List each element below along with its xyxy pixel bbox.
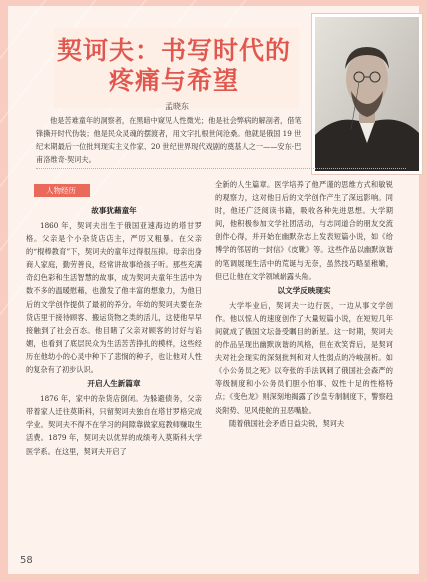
paragraph: 1876 年，家中的杂货店倒闭。为躲避债务，父亲带着家人迁往莫斯科，只留契诃夫独自在塔甘罗格完成学业。契诃夫不得不在学习的间隙靠做家庭教师赚取生活费。1879 年，契诃夫以优异的成绩考入莫斯科大学医学系。在这里，契诃夫开启了 — [26, 394, 202, 456]
intro-paragraph: 他是苦难童年的洞察者，在黑暗中窥见人性微光；他是社会弊病的解剖者，借笔锋撕开时代伪装；他是民众灵魂的摆渡者，用文字扎根世间沧桑。他就是俄国 19 世纪末期最后一位批判现实主义作家、20 世纪世界现代戏剧的奠基人之一——安东·巴甫洛维奇·契诃夫。 — [36, 116, 302, 164]
paragraph: 全新的人生篇章。医学培养了他严谨的思维方式和敏锐的观察力，这对他日后的文学创作产生了深远影响。同时，他还广泛阅读书籍，吸收各种先进思想。大学期间，他积极参加文学社团活动，与志同道合的朋友交流创作心得，并开始在幽默杂志上发表短篇小说，如《给博学的邻居的一封信》《皮靴》等。这些作品以幽默诙谐的笔调展现生活中的荒诞与无奈，虽然技巧略显稚嫩，但已让他在文学领域崭露头角。 — [215, 180, 393, 281]
section-heading: 故事犹藉童年 — [91, 206, 137, 215]
right-column — [215, 178, 393, 430]
divider — [36, 168, 406, 169]
left-column — [26, 203, 202, 458]
paragraph: 大学毕业后，契诃夫一边行医，一边从事文学创作。他以惊人的速度创作了大量短篇小说，在短短几年间就成了俄国文坛备受瞩目的新星。这一时期，契诃夫的作品呈现出幽默诙谐的风格，但在欢笑背后，是契诃夫对社会现实的深刻批判和对人性弱点的冷峻剖析。如《小公务员之死》以夸张的手法讽刺了俄国社会森严的等级制度和小公务员们胆小怕事、奴性十足的性格特点；《变色龙》则深刻地揭露了沙皇专制制度下，警察趋炎附势、见风使舵的丑恶嘴脸。 — [215, 300, 393, 415]
section-heading: 以文学反映现实 — [277, 285, 331, 295]
title-line-1: 契诃夫：书写时代的 — [56, 36, 291, 65]
section-heading: 开启人生新篇章 — [87, 379, 141, 389]
portrait-illustration — [315, 17, 419, 171]
paragraph: 1860 年，契诃夫出生于俄国亚速海边的塔甘罗格。父亲是个小杂货店店主，严厉又粗暴。在父亲的“棍棒教育”下，契诃夫的童年过得很压抑。母亲出身商人家庭，勤劳善良，经常讲故事给孩子听。那些充满奇幻色彩和生活智慧的故事，成为契诃夫童年生活中为数不多的温暖慰藉，也激发了他丰富的想象力，为他日后的文学创作提供了最初的养分。年幼的契诃夫要在杂货店里干接待顾客、搬运货物之类的活儿，这使他早早接触到了社会百态。他目睹了父亲对顾客的讨好与谄媚，也看到了底层民众为生活苦苦挣扎的模样，这些经历在他幼小的心灵中种下了悲悯的种子，也让他对人性的复杂有了初步认识。 — [26, 221, 202, 375]
section-tag: 人物经历 — [34, 184, 90, 197]
title-line-2: 疼痛与希望 — [108, 66, 239, 95]
portrait-photo — [312, 14, 422, 174]
article-title — [56, 36, 292, 96]
paragraph: 随着俄国社会矛盾日益尖锐，契诃夫 — [229, 418, 345, 428]
page-number: 58 — [20, 555, 33, 566]
author-name: 孟晓东 — [165, 102, 189, 111]
